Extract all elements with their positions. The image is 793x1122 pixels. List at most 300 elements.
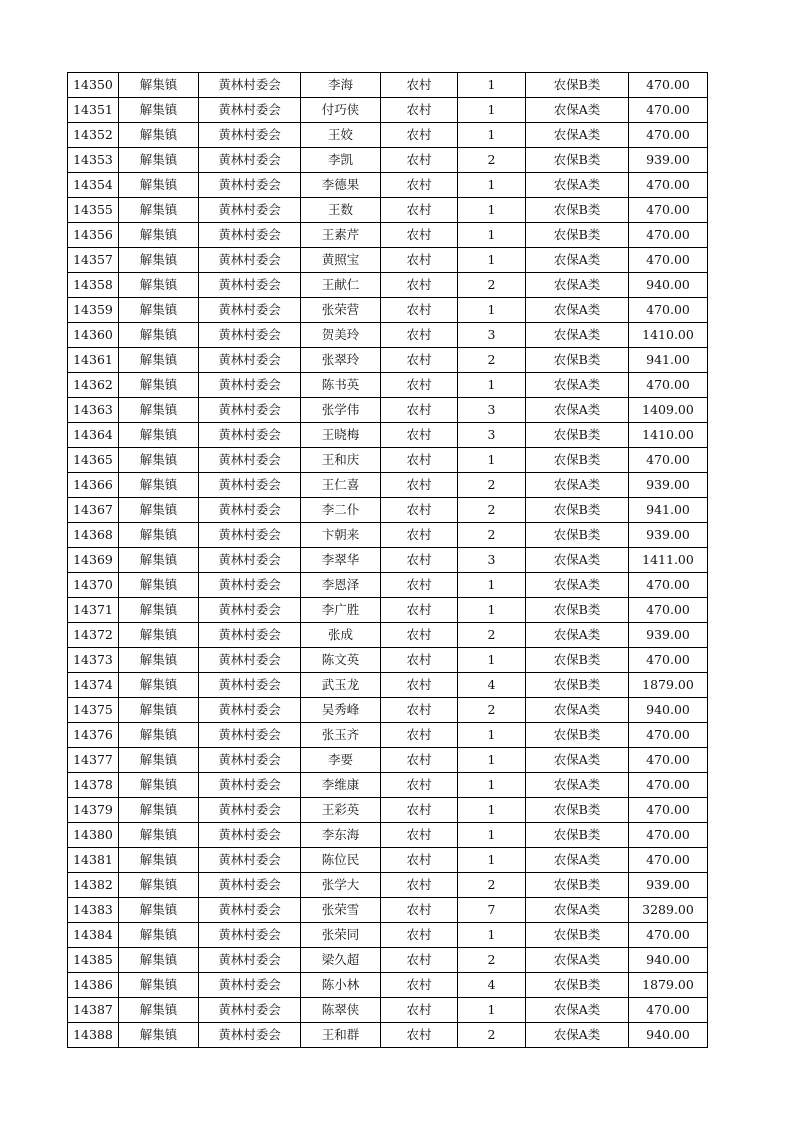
household-count-cell: 3 [458, 548, 526, 573]
table-row [68, 373, 708, 398]
household-count-cell: 1 [458, 173, 526, 198]
amount-cell: 470.00 [629, 798, 708, 823]
household-count-cell: 1 [458, 448, 526, 473]
area-type-cell: 农村 [381, 298, 458, 323]
amount-cell: 470.00 [629, 223, 708, 248]
area-type-cell: 农村 [381, 998, 458, 1023]
insurance-category-cell: 农保A类 [526, 273, 629, 298]
township-cell: 解集镇 [119, 173, 199, 198]
amount-cell: 470.00 [629, 198, 708, 223]
insurance-category-cell: 农保A类 [526, 98, 629, 123]
table-row [68, 173, 708, 198]
amount-cell: 1879.00 [629, 673, 708, 698]
name-cell: 王晓梅 [301, 423, 381, 448]
village-committee-cell: 黄林村委会 [199, 698, 301, 723]
amount-cell: 470.00 [629, 98, 708, 123]
name-cell: 张成 [301, 623, 381, 648]
household-count-cell: 4 [458, 973, 526, 998]
area-type-cell: 农村 [381, 1023, 458, 1048]
insurance-category-cell: 农保B类 [526, 973, 629, 998]
name-cell: 陈书英 [301, 373, 381, 398]
household-count-cell: 2 [458, 473, 526, 498]
table-row [68, 198, 708, 223]
area-type-cell: 农村 [381, 523, 458, 548]
township-cell: 解集镇 [119, 473, 199, 498]
amount-cell: 940.00 [629, 948, 708, 973]
table-row [68, 273, 708, 298]
amount-cell: 470.00 [629, 298, 708, 323]
insurance-category-cell: 农保B类 [526, 673, 629, 698]
village-committee-cell: 黄林村委会 [199, 98, 301, 123]
insurance-category-cell: 农保A类 [526, 473, 629, 498]
household-count-cell: 2 [458, 273, 526, 298]
household-count-cell: 1 [458, 298, 526, 323]
amount-cell: 470.00 [629, 748, 708, 773]
insurance-category-cell: 农保B类 [526, 348, 629, 373]
household-count-cell: 1 [458, 98, 526, 123]
household-count-cell: 1 [458, 773, 526, 798]
name-cell: 张荣雪 [301, 898, 381, 923]
record-id-cell: 14363 [68, 398, 119, 423]
household-count-cell: 2 [458, 148, 526, 173]
area-type-cell: 农村 [381, 748, 458, 773]
township-cell: 解集镇 [119, 873, 199, 898]
township-cell: 解集镇 [119, 723, 199, 748]
record-id-cell: 14357 [68, 248, 119, 273]
household-count-cell: 2 [458, 873, 526, 898]
name-cell: 张学大 [301, 873, 381, 898]
name-cell: 吴秀峰 [301, 698, 381, 723]
township-cell: 解集镇 [119, 398, 199, 423]
amount-cell: 470.00 [629, 648, 708, 673]
insurance-category-cell: 农保A类 [526, 548, 629, 573]
record-id-cell: 14379 [68, 798, 119, 823]
household-count-cell: 1 [458, 823, 526, 848]
village-committee-cell: 黄林村委会 [199, 748, 301, 773]
insurance-category-cell: 农保A类 [526, 1023, 629, 1048]
township-cell: 解集镇 [119, 423, 199, 448]
insurance-category-cell: 农保A类 [526, 323, 629, 348]
table-row [68, 948, 708, 973]
record-id-cell: 14382 [68, 873, 119, 898]
village-committee-cell: 黄林村委会 [199, 1023, 301, 1048]
amount-cell: 1411.00 [629, 548, 708, 573]
household-count-cell: 7 [458, 898, 526, 923]
area-type-cell: 农村 [381, 873, 458, 898]
household-count-cell: 4 [458, 673, 526, 698]
record-id-cell: 14353 [68, 148, 119, 173]
name-cell: 王献仁 [301, 273, 381, 298]
area-type-cell: 农村 [381, 698, 458, 723]
area-type-cell: 农村 [381, 198, 458, 223]
village-committee-cell: 黄林村委会 [199, 848, 301, 873]
record-id-cell: 14354 [68, 173, 119, 198]
household-count-cell: 1 [458, 373, 526, 398]
insurance-category-cell: 农保A类 [526, 373, 629, 398]
village-committee-cell: 黄林村委会 [199, 173, 301, 198]
insurance-category-cell: 农保B类 [526, 448, 629, 473]
area-type-cell: 农村 [381, 798, 458, 823]
area-type-cell: 农村 [381, 348, 458, 373]
amount-cell: 470.00 [629, 123, 708, 148]
amount-cell: 470.00 [629, 598, 708, 623]
record-id-cell: 14371 [68, 598, 119, 623]
township-cell: 解集镇 [119, 298, 199, 323]
village-committee-cell: 黄林村委会 [199, 398, 301, 423]
record-id-cell: 14385 [68, 948, 119, 973]
village-committee-cell: 黄林村委会 [199, 798, 301, 823]
area-type-cell: 农村 [381, 248, 458, 273]
household-count-cell: 3 [458, 423, 526, 448]
area-type-cell: 农村 [381, 723, 458, 748]
village-committee-cell: 黄林村委会 [199, 273, 301, 298]
record-id-cell: 14366 [68, 473, 119, 498]
insurance-category-cell: 农保B类 [526, 423, 629, 448]
household-count-cell: 2 [458, 698, 526, 723]
amount-cell: 470.00 [629, 823, 708, 848]
area-type-cell: 农村 [381, 98, 458, 123]
name-cell: 李要 [301, 748, 381, 773]
record-id-cell: 14384 [68, 923, 119, 948]
village-committee-cell: 黄林村委会 [199, 373, 301, 398]
name-cell: 张翠玲 [301, 348, 381, 373]
record-id-cell: 14370 [68, 573, 119, 598]
area-type-cell: 农村 [381, 648, 458, 673]
name-cell: 武玉龙 [301, 673, 381, 698]
table-row [68, 423, 708, 448]
amount-cell: 1409.00 [629, 398, 708, 423]
table-row [68, 123, 708, 148]
table-row [68, 1023, 708, 1048]
village-committee-cell: 黄林村委会 [199, 723, 301, 748]
area-type-cell: 农村 [381, 148, 458, 173]
record-id-cell: 14362 [68, 373, 119, 398]
table-row [68, 98, 708, 123]
data-table [67, 72, 708, 1048]
village-committee-cell: 黄林村委会 [199, 473, 301, 498]
record-id-cell: 14369 [68, 548, 119, 573]
village-committee-cell: 黄林村委会 [199, 873, 301, 898]
insurance-category-cell: 农保B类 [526, 148, 629, 173]
table-row [68, 698, 708, 723]
table-row [68, 673, 708, 698]
township-cell: 解集镇 [119, 148, 199, 173]
insurance-category-cell: 农保A类 [526, 998, 629, 1023]
name-cell: 贺美玲 [301, 323, 381, 348]
township-cell: 解集镇 [119, 748, 199, 773]
name-cell: 王和群 [301, 1023, 381, 1048]
township-cell: 解集镇 [119, 798, 199, 823]
name-cell: 李德果 [301, 173, 381, 198]
insurance-category-cell: 农保A类 [526, 173, 629, 198]
record-id-cell: 14378 [68, 773, 119, 798]
name-cell: 王彩英 [301, 798, 381, 823]
amount-cell: 939.00 [629, 148, 708, 173]
name-cell: 王素芹 [301, 223, 381, 248]
area-type-cell: 农村 [381, 898, 458, 923]
township-cell: 解集镇 [119, 1023, 199, 1048]
name-cell: 李翠华 [301, 548, 381, 573]
record-id-cell: 14380 [68, 823, 119, 848]
household-count-cell: 1 [458, 73, 526, 98]
record-id-cell: 14364 [68, 423, 119, 448]
amount-cell: 470.00 [629, 998, 708, 1023]
village-committee-cell: 黄林村委会 [199, 498, 301, 523]
table-row [68, 298, 708, 323]
table-row [68, 823, 708, 848]
table-row [68, 648, 708, 673]
area-type-cell: 农村 [381, 273, 458, 298]
amount-cell: 939.00 [629, 523, 708, 548]
area-type-cell: 农村 [381, 548, 458, 573]
name-cell: 李海 [301, 73, 381, 98]
village-committee-cell: 黄林村委会 [199, 123, 301, 148]
table-row [68, 798, 708, 823]
township-cell: 解集镇 [119, 973, 199, 998]
household-count-cell: 2 [458, 948, 526, 973]
amount-cell: 940.00 [629, 273, 708, 298]
township-cell: 解集镇 [119, 548, 199, 573]
village-committee-cell: 黄林村委会 [199, 598, 301, 623]
area-type-cell: 农村 [381, 398, 458, 423]
township-cell: 解集镇 [119, 998, 199, 1023]
village-committee-cell: 黄林村委会 [199, 73, 301, 98]
insurance-category-cell: 农保A类 [526, 698, 629, 723]
area-type-cell: 农村 [381, 223, 458, 248]
table-row [68, 623, 708, 648]
township-cell: 解集镇 [119, 223, 199, 248]
table-row [68, 323, 708, 348]
record-id-cell: 14360 [68, 323, 119, 348]
village-committee-cell: 黄林村委会 [199, 673, 301, 698]
area-type-cell: 农村 [381, 823, 458, 848]
village-committee-cell: 黄林村委会 [199, 998, 301, 1023]
village-committee-cell: 黄林村委会 [199, 948, 301, 973]
record-id-cell: 14386 [68, 973, 119, 998]
household-count-cell: 2 [458, 498, 526, 523]
table-row [68, 73, 708, 98]
name-cell: 陈位民 [301, 848, 381, 873]
township-cell: 解集镇 [119, 123, 199, 148]
name-cell: 王仁喜 [301, 473, 381, 498]
village-committee-cell: 黄林村委会 [199, 298, 301, 323]
area-type-cell: 农村 [381, 123, 458, 148]
table-row [68, 398, 708, 423]
table-row [68, 573, 708, 598]
name-cell: 王姣 [301, 123, 381, 148]
insurance-category-cell: 农保A类 [526, 898, 629, 923]
area-type-cell: 农村 [381, 673, 458, 698]
amount-cell: 470.00 [629, 773, 708, 798]
name-cell: 李凯 [301, 148, 381, 173]
township-cell: 解集镇 [119, 323, 199, 348]
table-row [68, 923, 708, 948]
township-cell: 解集镇 [119, 948, 199, 973]
insurance-category-cell: 农保B类 [526, 223, 629, 248]
table-row [68, 148, 708, 173]
amount-cell: 939.00 [629, 873, 708, 898]
township-cell: 解集镇 [119, 573, 199, 598]
area-type-cell: 农村 [381, 323, 458, 348]
village-committee-cell: 黄林村委会 [199, 523, 301, 548]
table-row [68, 873, 708, 898]
insurance-category-cell: 农保A类 [526, 123, 629, 148]
insurance-category-cell: 农保B类 [526, 823, 629, 848]
record-id-cell: 14365 [68, 448, 119, 473]
household-count-cell: 3 [458, 398, 526, 423]
table-body [68, 73, 708, 1048]
insurance-category-cell: 农保A类 [526, 398, 629, 423]
area-type-cell: 农村 [381, 448, 458, 473]
name-cell: 张玉齐 [301, 723, 381, 748]
name-cell: 黄照宝 [301, 248, 381, 273]
amount-cell: 941.00 [629, 348, 708, 373]
township-cell: 解集镇 [119, 198, 199, 223]
area-type-cell: 农村 [381, 73, 458, 98]
village-committee-cell: 黄林村委会 [199, 248, 301, 273]
household-count-cell: 2 [458, 523, 526, 548]
household-count-cell: 3 [458, 323, 526, 348]
area-type-cell: 农村 [381, 598, 458, 623]
area-type-cell: 农村 [381, 973, 458, 998]
amount-cell: 1410.00 [629, 423, 708, 448]
table-row [68, 473, 708, 498]
name-cell: 李广胜 [301, 598, 381, 623]
township-cell: 解集镇 [119, 823, 199, 848]
name-cell: 张荣营 [301, 298, 381, 323]
table-row [68, 248, 708, 273]
household-count-cell: 1 [458, 598, 526, 623]
name-cell: 陈文英 [301, 648, 381, 673]
table-row [68, 898, 708, 923]
village-committee-cell: 黄林村委会 [199, 573, 301, 598]
insurance-category-cell: 农保B类 [526, 498, 629, 523]
name-cell: 陈翠侠 [301, 998, 381, 1023]
table-row [68, 498, 708, 523]
township-cell: 解集镇 [119, 98, 199, 123]
table-row [68, 598, 708, 623]
village-committee-cell: 黄林村委会 [199, 773, 301, 798]
amount-cell: 940.00 [629, 698, 708, 723]
record-id-cell: 14358 [68, 273, 119, 298]
township-cell: 解集镇 [119, 73, 199, 98]
insurance-category-cell: 农保B类 [526, 198, 629, 223]
village-committee-cell: 黄林村委会 [199, 898, 301, 923]
insurance-category-cell: 农保B类 [526, 923, 629, 948]
household-count-cell: 1 [458, 223, 526, 248]
table-row [68, 748, 708, 773]
amount-cell: 941.00 [629, 498, 708, 523]
insurance-category-cell: 农保B类 [526, 523, 629, 548]
record-id-cell: 14375 [68, 698, 119, 723]
name-cell: 李东海 [301, 823, 381, 848]
village-committee-cell: 黄林村委会 [199, 348, 301, 373]
insurance-category-cell: 农保A类 [526, 748, 629, 773]
insurance-category-cell: 农保A类 [526, 948, 629, 973]
table-row [68, 723, 708, 748]
township-cell: 解集镇 [119, 598, 199, 623]
name-cell: 王和庆 [301, 448, 381, 473]
insurance-category-cell: 农保A类 [526, 623, 629, 648]
amount-cell: 470.00 [629, 373, 708, 398]
insurance-category-cell: 农保B类 [526, 798, 629, 823]
township-cell: 解集镇 [119, 898, 199, 923]
village-committee-cell: 黄林村委会 [199, 973, 301, 998]
household-count-cell: 1 [458, 798, 526, 823]
village-committee-cell: 黄林村委会 [199, 923, 301, 948]
name-cell: 张荣同 [301, 923, 381, 948]
village-committee-cell: 黄林村委会 [199, 448, 301, 473]
township-cell: 解集镇 [119, 348, 199, 373]
household-count-cell: 1 [458, 198, 526, 223]
insurance-category-cell: 农保B类 [526, 723, 629, 748]
village-committee-cell: 黄林村委会 [199, 823, 301, 848]
area-type-cell: 农村 [381, 423, 458, 448]
household-count-cell: 1 [458, 848, 526, 873]
record-id-cell: 14351 [68, 98, 119, 123]
household-count-cell: 2 [458, 348, 526, 373]
table-row [68, 523, 708, 548]
table-row [68, 548, 708, 573]
area-type-cell: 农村 [381, 373, 458, 398]
insurance-category-cell: 农保B类 [526, 73, 629, 98]
township-cell: 解集镇 [119, 673, 199, 698]
table-row [68, 223, 708, 248]
township-cell: 解集镇 [119, 848, 199, 873]
area-type-cell: 农村 [381, 473, 458, 498]
name-cell: 李恩泽 [301, 573, 381, 598]
record-id-cell: 14376 [68, 723, 119, 748]
record-id-cell: 14387 [68, 998, 119, 1023]
amount-cell: 470.00 [629, 248, 708, 273]
household-count-cell: 1 [458, 123, 526, 148]
record-id-cell: 14361 [68, 348, 119, 373]
area-type-cell: 农村 [381, 173, 458, 198]
insurance-category-cell: 农保B类 [526, 598, 629, 623]
table-row [68, 773, 708, 798]
name-cell: 梁久超 [301, 948, 381, 973]
name-cell: 李二仆 [301, 498, 381, 523]
amount-cell: 470.00 [629, 573, 708, 598]
insurance-category-cell: 农保A类 [526, 248, 629, 273]
record-id-cell: 14355 [68, 198, 119, 223]
household-count-cell: 1 [458, 248, 526, 273]
village-committee-cell: 黄林村委会 [199, 198, 301, 223]
amount-cell: 470.00 [629, 923, 708, 948]
village-committee-cell: 黄林村委会 [199, 323, 301, 348]
village-committee-cell: 黄林村委会 [199, 623, 301, 648]
amount-cell: 1879.00 [629, 973, 708, 998]
name-cell: 张学伟 [301, 398, 381, 423]
township-cell: 解集镇 [119, 523, 199, 548]
insurance-category-cell: 农保A类 [526, 848, 629, 873]
township-cell: 解集镇 [119, 448, 199, 473]
record-id-cell: 14356 [68, 223, 119, 248]
name-cell: 陈小林 [301, 973, 381, 998]
household-count-cell: 1 [458, 923, 526, 948]
table-row [68, 448, 708, 473]
amount-cell: 939.00 [629, 623, 708, 648]
township-cell: 解集镇 [119, 648, 199, 673]
village-committee-cell: 黄林村委会 [199, 648, 301, 673]
household-count-cell: 2 [458, 623, 526, 648]
township-cell: 解集镇 [119, 373, 199, 398]
household-count-cell: 2 [458, 1023, 526, 1048]
table-row [68, 348, 708, 373]
household-count-cell: 1 [458, 998, 526, 1023]
amount-cell: 3289.00 [629, 898, 708, 923]
name-cell: 王数 [301, 198, 381, 223]
